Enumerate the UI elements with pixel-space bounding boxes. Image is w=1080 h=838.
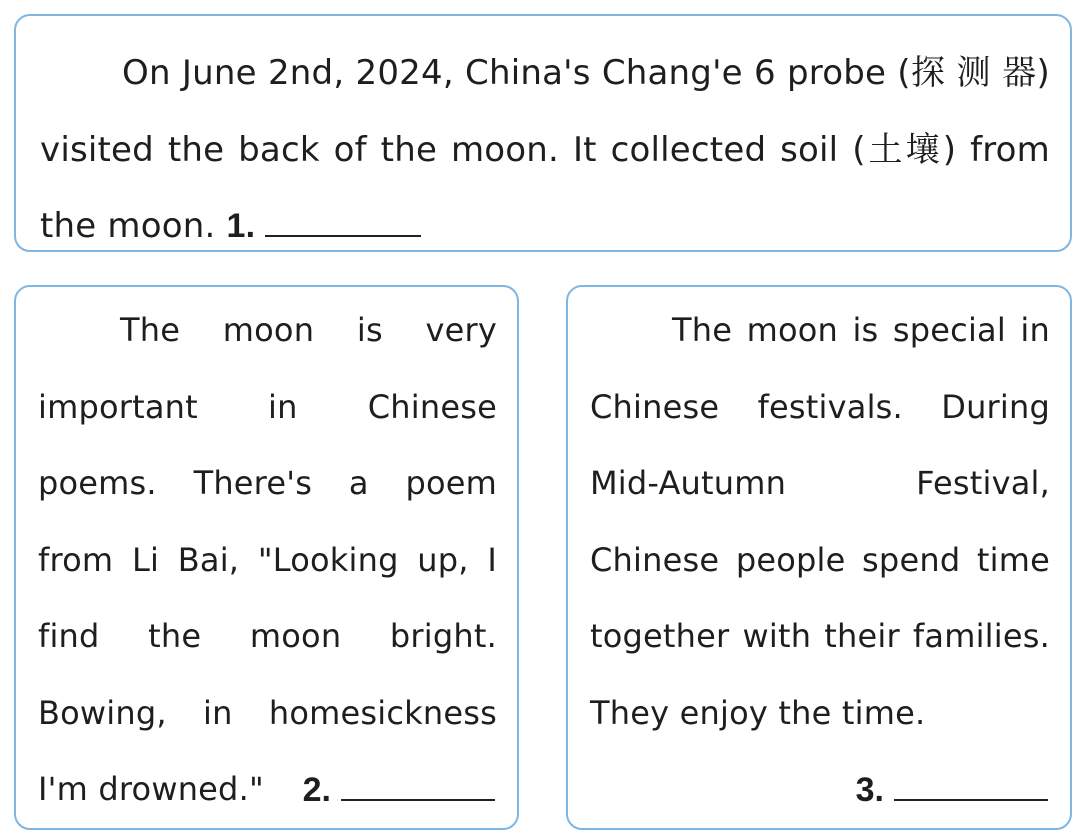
answer-blank[interactable] [894, 773, 1048, 801]
answer-blank[interactable] [341, 773, 495, 801]
passage-card-top [14, 14, 1072, 252]
question-number: 2. [302, 771, 331, 809]
answer-line [856, 770, 1048, 810]
passage-body: On June 2nd, 2024, China's Chang'e 6 probe (探 测 器) visited the back of the moon. It collected soil (土壤) from the moon. [40, 53, 1050, 246]
question-number: 3. [855, 771, 884, 809]
answer-line [303, 770, 495, 810]
answer-blank[interactable] [265, 209, 421, 237]
passage-text [40, 35, 1050, 265]
passage-text: The moon is very important in Chinese poems. There's a poem from Li Bai, "Looking up, I find the moon bright. Bowing, in homesickness I'm drowned." [38, 311, 497, 808]
passage-card-left [14, 285, 519, 830]
passage-card-right [566, 285, 1072, 830]
passage-text: The moon is special in Chinese festivals. During Mid-Autumn Festival, Chinese people spend time together with their families. They enjoy the time. [590, 311, 1050, 732]
question-number: 1. [226, 207, 256, 245]
